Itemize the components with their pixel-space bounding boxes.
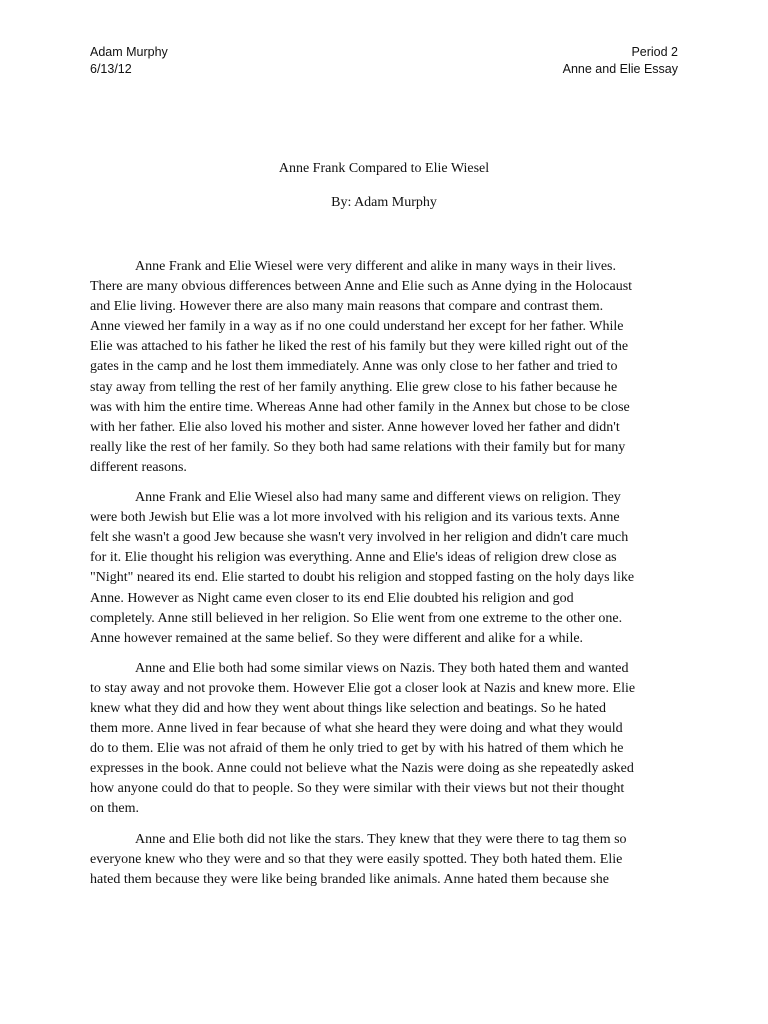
paragraph-line: "Night" neared its end. Elie started to doubt his religion and stopped fasting on the holy days like <box>90 570 635 586</box>
paragraph-line: everyone knew who they were and so that they were easily spotted. They both hated them. Elie <box>90 851 623 867</box>
paragraph-line: Anne Frank and Elie Wiesel also had many same and different views on religion. They <box>135 490 621 506</box>
essay-byline: By: Adam Murphy <box>331 195 437 210</box>
paragraph-line: felt she wasn't a good Jew because she wasn't very involved in her religion and didn't care much <box>90 530 629 546</box>
header-right <box>563 44 678 78</box>
essay-body <box>90 257 680 900</box>
essay-paragraph <box>90 830 680 890</box>
essay-paragraph <box>90 257 680 478</box>
paragraph-line: them more. Anne lived in fear because of what she heard they were doing and what they would <box>90 721 623 737</box>
paragraph-line: Anne. However as Night came even closer to its end Elie doubted his religion and god <box>90 590 574 606</box>
essay-paragraph <box>90 488 680 649</box>
paragraph-line: Anne viewed her family in a way as if no one could understand her except for her father. While <box>90 319 624 335</box>
paragraph-line: completely. Anne still believed in her religion. So Elie went from one extreme to the other one. <box>90 610 623 626</box>
paragraph-line: Elie was attached to his father he liked the rest of his family but they were killed right out of the <box>90 339 629 355</box>
paragraph-line: was with him the entire time. Whereas Anne had other family in the Annex but chose to be close <box>90 399 630 415</box>
essay-paragraph <box>90 659 680 820</box>
paragraph-line: to stay away and not provoke them. However Elie got a closer look at Nazis and knew more. Elie <box>90 680 636 696</box>
title-block <box>90 161 678 211</box>
paragraph-line: Anne and Elie both did not like the stars. They knew that they were there to tag them so <box>135 831 627 847</box>
paragraph-line: do to them. Elie was not afraid of them he only tried to get by with his hatred of them which he <box>90 741 624 757</box>
paragraph-line: Anne Frank and Elie Wiesel were very different and alike in many ways in their lives. <box>135 259 616 274</box>
assignment-name: Anne and Elie Essay <box>562 62 678 76</box>
paragraph-line: expresses in the book. Anne could not believe what the Nazis were doing as she repeatedly asked <box>90 761 634 777</box>
paragraph-line: how anyone could do that to people. So they were similar with their views but not their thought <box>90 781 625 797</box>
paragraph-line: gates in the camp and he lost them immediately. Anne was only close to her father and tried to <box>90 359 618 375</box>
paragraph-line: hated them because they were like being branded like animals. Anne hated them because she <box>90 871 609 887</box>
paragraph-line: with her father. Elie also loved his mother and sister. Anne however loved her father and didn't <box>90 419 620 435</box>
author-name: Adam Murphy <box>90 45 168 59</box>
essay-title: Anne Frank Compared to Elie Wiesel <box>278 161 490 176</box>
paragraph-line: There are many obvious differences between Anne and Elie such as Anne dying in the Holocaust <box>90 279 633 295</box>
class-period: Period 2 <box>631 45 678 59</box>
date: 6/13/12 <box>90 62 132 76</box>
paragraph-line: for it. Elie thought his religion was everything. Anne and Elie's ideas of religion drew close as <box>90 550 617 566</box>
paragraph-line: really like the rest of her family. So they both had same relations with their family but for many <box>90 439 626 455</box>
paragraph-line: different reasons. <box>90 459 187 475</box>
header-left <box>90 44 168 78</box>
paragraph-line: knew what they did and how they went about things like selection and beatings. So he hated <box>90 700 606 716</box>
paragraph-line: Anne however remained at the same belief. So they were different and alike for a while. <box>90 630 584 646</box>
paragraph-line: on them. <box>90 801 139 817</box>
paragraph-line: were both Jewish but Elie was a lot more involved with his religion and its various texts. Anne <box>90 510 620 526</box>
paragraph-line: Anne and Elie both had some similar views on Nazis. They both hated them and wanted <box>135 660 629 676</box>
paragraph-line: stay away from telling the rest of her family anything. Elie grew close to his father because he <box>90 379 618 395</box>
paragraph-line: and Elie living. However there are also many main reasons that compare and contrast them. <box>90 299 604 315</box>
